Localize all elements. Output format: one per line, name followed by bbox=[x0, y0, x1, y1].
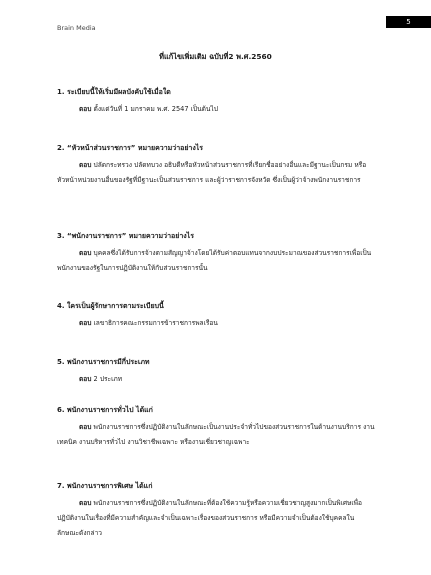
answer-label: ตอบ bbox=[79, 499, 92, 507]
answer-text bbox=[57, 246, 375, 276]
answer-text bbox=[57, 102, 375, 117]
answer-body: เลขาธิการคณะกรรมการข้าราชการพลเรือน bbox=[91, 319, 218, 327]
answer-label: ตอบ bbox=[79, 249, 92, 257]
answer-text bbox=[57, 316, 375, 331]
answer-text bbox=[57, 496, 375, 542]
answer-text bbox=[57, 420, 375, 450]
question-text: 4. ใครเป็นผู้รักษาการตามระเบียบนี้ bbox=[57, 302, 164, 310]
header-brand: Brain Media bbox=[57, 24, 96, 32]
answer-body: ตั้งแต่วันที่ 1 มกราคม พ.ศ. 2547 เป็นต้นไป bbox=[91, 105, 218, 113]
answer-label: ตอบ bbox=[79, 161, 92, 169]
answer-body: พนักงานราชการซึ่งปฏิบัติงานในลักษณะเป็นงานประจำทั่วไปของส่วนราชการในด้านงานบริการ งานเทคนิค งานบริหารทั่วไป งานวิชาชีพเฉพาะ หรืองานเชี่ยวชาญเฉพาะ bbox=[57, 423, 375, 447]
qa-item bbox=[57, 143, 375, 188]
answer-body: บุคคลซึ่งได้รับการจ้างตามสัญญาจ้างโดยได้รับค่าตอบแทนจากงบประมาณของส่วนราชการเพื่อเป็นพนักงานของรัฐในการปฏิบัติงานให้กับส่วนราชการนั้น bbox=[57, 249, 372, 273]
answer-label: ตอบ bbox=[79, 375, 92, 383]
answer-body: ปลัดกระทรวง ปลัดทบวง อธิบดีหรือหัวหน้าส่วนราชการที่เรียกชื่ออย่างอื่นและมีฐานะเป็นกรม หรือหัวหน้าหน่วยงานอื่นของรัฐที่มีฐานะเป็นส่วนราชการ และผู้ว่าราชการจังหวัด ซึ่งเป็นผู้ว่าจ้างพนักงานราชการ bbox=[57, 161, 367, 185]
qa-item bbox=[57, 357, 375, 387]
question-text: 6. พนักงานราชการทั่วไป ได้แก่ bbox=[57, 406, 153, 414]
answer-text bbox=[57, 372, 375, 387]
qa-item bbox=[57, 481, 375, 542]
page-title: ที่แก้ไขเพิ่มเติม ฉบับที่2 พ.ศ.2560 bbox=[159, 52, 272, 61]
answer-label: ตอบ bbox=[79, 319, 92, 327]
qa-item bbox=[57, 405, 375, 450]
answer-label: ตอบ bbox=[79, 423, 92, 431]
answer-body: พนักงานราชการซึ่งปฏิบัติงานในลักษณะที่ต้องใช้ความรู้หรือความเชี่ยวชาญสูงมากเป็นพิเศษเพื่อปฏิบัติงานในเรื่องที่มีความสำคัญและจำเป็นเฉพาะเรื่องของส่วนราชการ หรือมีความจำเป็นต้องใช้บุคคลในลักษณะดังกล่าว bbox=[57, 499, 362, 538]
answer-text bbox=[57, 158, 375, 188]
qa-item bbox=[57, 301, 375, 331]
page-number: 5 bbox=[386, 16, 431, 28]
question-text: 7. พนักงานราชการพิเศษ ได้แก่ bbox=[57, 482, 153, 490]
answer-body: 2 ประเภท bbox=[91, 375, 123, 383]
answer-label: ตอบ bbox=[79, 105, 92, 113]
question-text: 1. ระเบียบนี้ให้เริ่มมีผลบังคับใช้เมื่อใด bbox=[57, 88, 171, 96]
question-text: 5. พนักงานราชการมีกี่ประเภท bbox=[57, 358, 150, 366]
question-text: 2. “หัวหน้าส่วนราชการ” หมายความว่าอย่างไร bbox=[57, 144, 204, 152]
qa-item bbox=[57, 231, 375, 276]
question-text: 3. “พนักงานราชการ” หมายความว่าอย่างไร bbox=[57, 232, 194, 240]
qa-item bbox=[57, 87, 375, 117]
